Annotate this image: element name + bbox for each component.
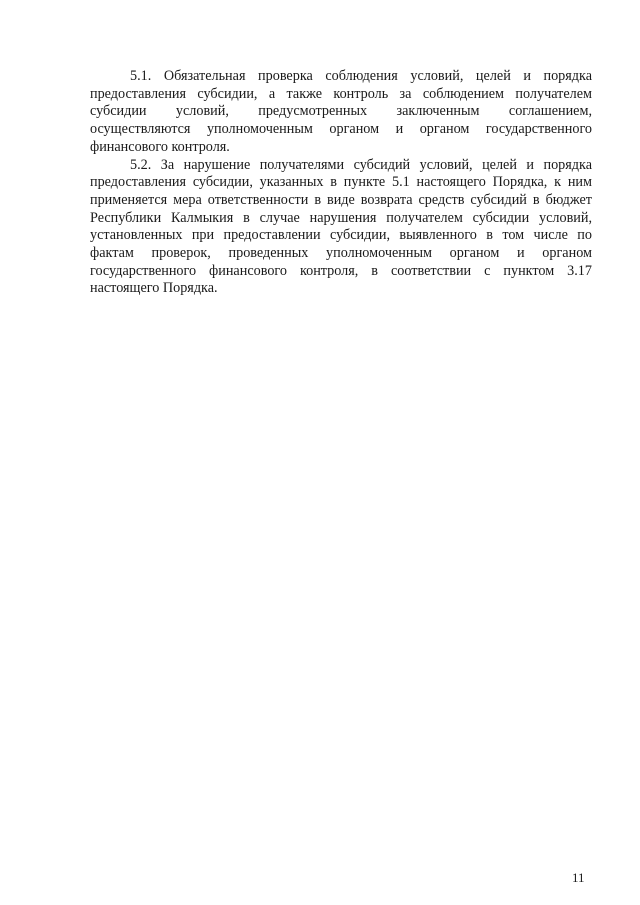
paragraph-5-2: 5.2. За нарушение получателями субсидий условий, целей и порядка предоставления субсидии, указанных в пункте 5.1 настоящего Порядка, к ним применяется мера ответственности в виде возврата средств субсидий в бюджет Республики Калмыкия в случае нарушения получателем субсидии условий, установленных при предоставлении субсидии, выявленного в том числе по фактам проверок, проведенных уполномоченным органом и органом государственного финансового контроля, в соответствии с пунктом 3.17 настоящего Порядка. bbox=[90, 156, 592, 297]
paragraph-5-1: 5.1. Обязательная проверка соблюдения условий, целей и порядка предоставления субсидии, а также контроль за соблюдением получателем субсидии условий, предусмотренных заключенным соглашением, осуществляются уполномоченным органом и органом государственного финансового контроля. bbox=[90, 68, 592, 155]
document-body bbox=[90, 68, 592, 298]
page-number: 11 bbox=[572, 870, 585, 885]
